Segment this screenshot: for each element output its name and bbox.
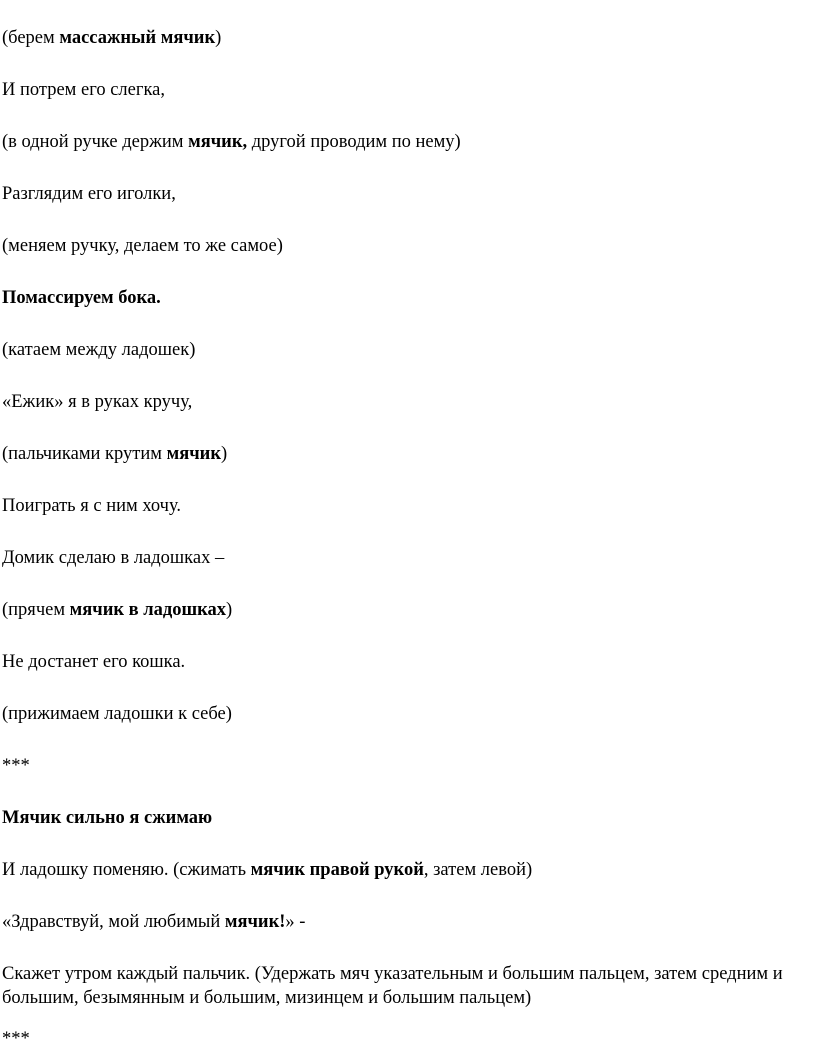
text-segment: )	[221, 444, 228, 464]
text-line	[2, 286, 161, 310]
bold-text: Мячик сильно я сжимаю	[2, 808, 213, 828]
text-segment: Домик сделаю в ладошках –	[2, 548, 225, 568]
bold-text: мячик!	[224, 912, 286, 932]
text-line	[2, 702, 232, 726]
bold-text: Помассируем бока.	[2, 288, 161, 308]
text-segment: ***	[2, 1029, 30, 1049]
text-segment: (прижимаем ладошки к себе)	[2, 704, 232, 724]
text-line	[2, 390, 192, 414]
text-line	[2, 598, 232, 622]
text-line	[2, 234, 283, 258]
text-line	[2, 858, 532, 882]
text-line	[2, 338, 195, 362]
text-segment: )	[226, 600, 233, 620]
text-segment: (меняем ручку, делаем то же самое)	[2, 236, 283, 256]
text-line	[2, 546, 224, 570]
text-segment: Разглядим его иголки,	[2, 184, 176, 204]
text-segment: » -	[285, 912, 306, 932]
text-segment: Скажет утром каждый пальчик. (Удержать мяч указательным и большим пальцем, затем средним и большим, безымянным и большим, мизинцем и большим пальцем)	[2, 964, 783, 1008]
text-segment: ***	[2, 756, 30, 776]
text-line	[2, 26, 221, 50]
text-line	[2, 78, 165, 102]
bold-text: мячик в ладошках	[69, 600, 227, 620]
text-segment: Поиграть я с ним хочу.	[2, 496, 181, 516]
text-line	[2, 442, 227, 466]
text-line	[2, 494, 181, 518]
text-line	[2, 962, 814, 1010]
text-segment: И потрем его слегка,	[2, 80, 165, 100]
text-line	[2, 182, 176, 206]
text-line	[2, 754, 30, 778]
text-segment: )	[215, 28, 222, 48]
text-segment: другой проводим по нему)	[247, 132, 461, 152]
text-segment: «Здравствуй, мой любимый	[2, 912, 225, 932]
bold-text: мячик,	[188, 132, 248, 152]
text-line	[2, 650, 185, 674]
text-line	[2, 1027, 30, 1051]
text-segment: (в одной ручке держим	[2, 132, 189, 152]
text-segment: (пальчиками крутим	[2, 444, 167, 464]
text-line	[2, 130, 461, 154]
text-segment: «Ежик» я в руках кручу,	[2, 392, 193, 412]
text-segment: (катаем между ладошек)	[2, 340, 196, 360]
bold-text: массажный мячик	[59, 28, 216, 48]
text-segment: (берем	[2, 28, 60, 48]
text-line	[2, 806, 212, 830]
bold-text: мячик правой рукой	[250, 860, 424, 880]
text-line	[2, 910, 305, 934]
bold-text: мячик	[166, 444, 221, 464]
text-segment: Не достанет его кошка.	[2, 652, 186, 672]
text-segment: , затем левой)	[423, 860, 533, 880]
text-segment: И ладошку поменяю. (сжимать	[2, 860, 251, 880]
text-segment: (прячем	[2, 600, 70, 620]
